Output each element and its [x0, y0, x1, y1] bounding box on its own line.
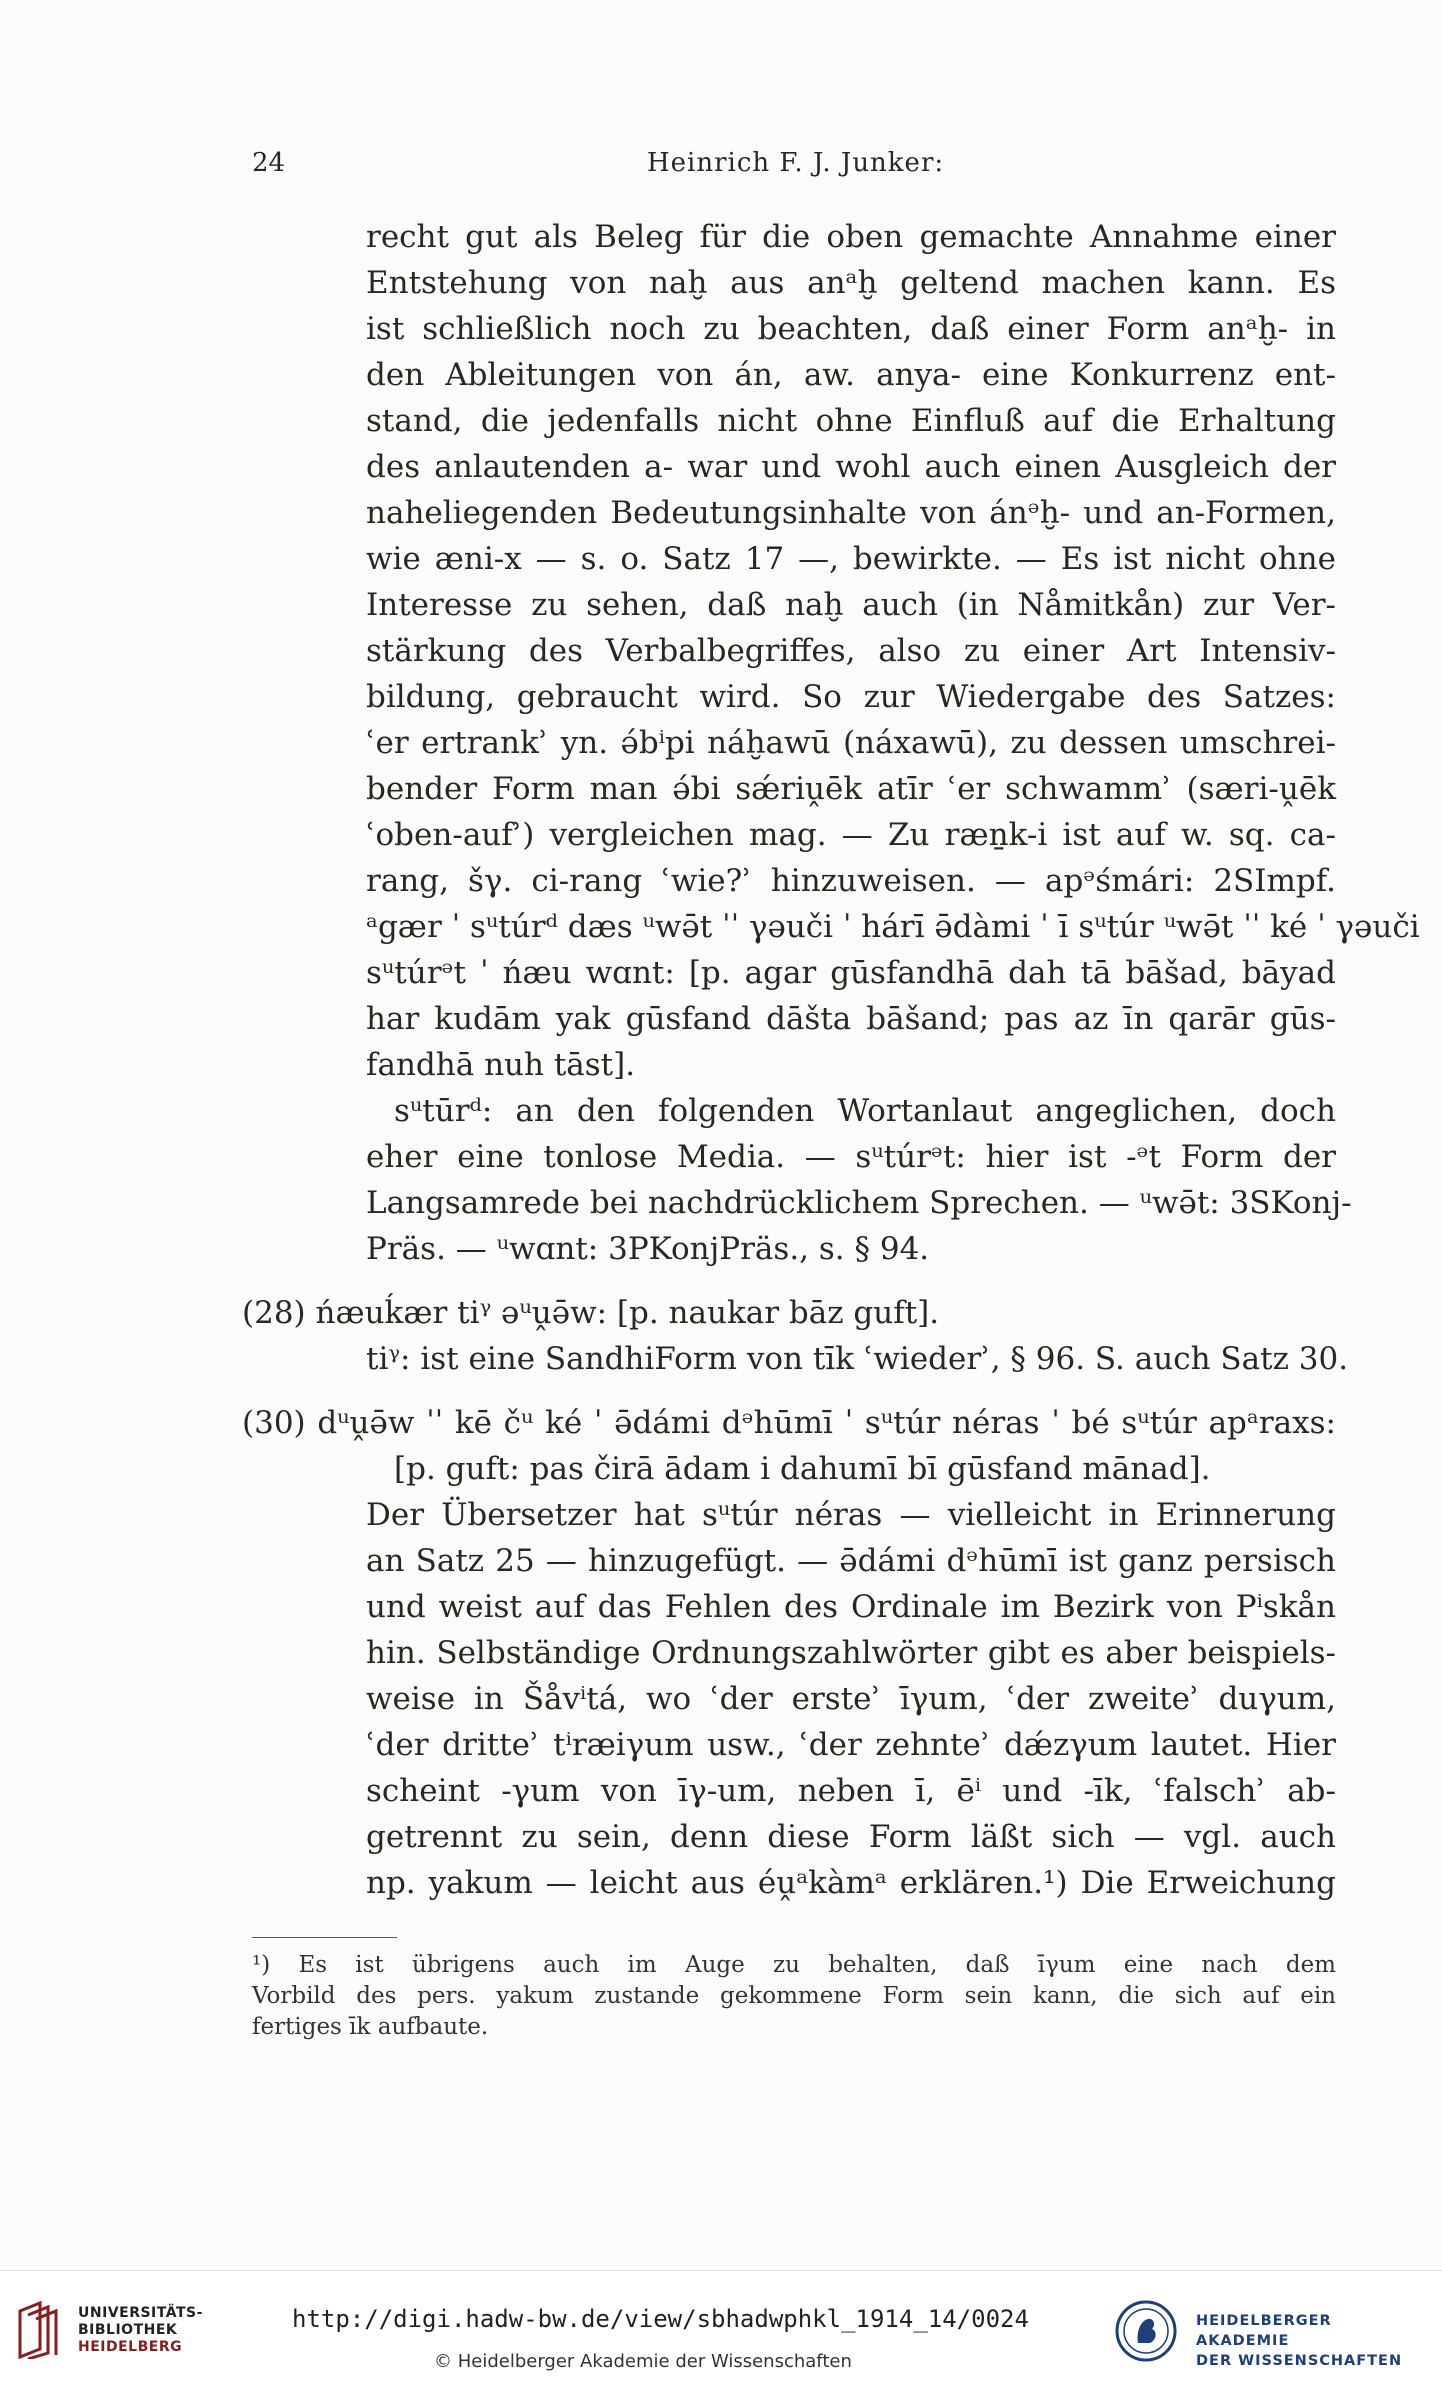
footnote-line: Vorbild des pers. yakum zustande gekommene Form sein kann, die sich auf ein — [252, 1983, 1336, 2009]
text-line: getrennt zu sein, denn diese Form läßt sich — vgl. auch — [366, 1819, 1336, 1855]
text-line: weise in Šåvⁱtá, wo ʿder ersteʾ īγum, ʿder zweiteʾ duγum, — [366, 1681, 1336, 1717]
footnote-line: ¹) Es ist übrigens auch im Auge zu behalten, daß īγum eine nach dem — [252, 1952, 1336, 1978]
library-name-line: UNIVERSITÄTS- — [78, 2305, 203, 2321]
text-line: ʿoben-aufʾ) vergleichen mag. — Zu ræṉk-i ist auf w. sq. ca- — [366, 817, 1336, 853]
main-text — [242, 214, 1420, 1906]
text-line: [p. guft: pas čirā ādam i dahumī bī gūsfand mānad]. — [394, 1451, 1211, 1487]
text-line: sᵘtúrᵊt ˈ ńæu wɑnt: [p. agar gūsfandhā dah tā bāšad, bāyad — [366, 955, 1336, 991]
running-title: Heinrich F. J. Junker: — [647, 148, 945, 178]
text-line: den Ableitungen von án, aw. anya- eine Konkurrenz ent- — [366, 357, 1336, 393]
permalink-url[interactable]: http://digi.hadw-bw.de/view/sbhadwphkl_1914_14/0024 — [292, 2305, 1029, 2333]
text-line: wie æni-x — s. o. Satz 17 —, bewirkte. — Es ist nicht ohne — [366, 541, 1336, 577]
library-name-line: HEIDELBERG — [78, 2339, 183, 2355]
text-line: ist schließlich noch zu beachten, daß einer Form anᵃḫ- in — [366, 311, 1336, 347]
text-line: tiᵞ: ist eine SandhiForm von tīk ʿwiederʾ, § 96. S. auch Satz 30. — [366, 1341, 1349, 1377]
text-line: eher eine tonlose Media. — sᵘtúrᵊt: hier ist -ᵊt Form der — [366, 1139, 1336, 1175]
text-line: des anlautenden a- war und wohl auch einen Ausgleich der — [366, 449, 1336, 485]
text-line: Langsamrede bei nachdrücklichem Sprechen. — ᵘwə̄t: 3SKonj- — [366, 1185, 1352, 1221]
text-line: np. yakum — leicht aus éṷᵃkàmᵃ erklären.¹) Die Erweichung — [366, 1865, 1336, 1901]
text-line: scheint -γum von īγ-um, neben ī, ēⁱ und -īk, ʿfalschʾ ab- — [366, 1773, 1336, 1809]
text-line: ʿer ertrankʾ yn. ə́bⁱpi náḫawū (náxawū), zu dessen umschrei- — [366, 725, 1336, 761]
text-line: Der Übersetzer hat sᵘtúr néras — vielleicht in Erinnerung — [366, 1497, 1336, 1533]
text-line: stand, die jedenfalls nicht ohne Einfluß auf die Erhaltung — [366, 403, 1336, 439]
text-line: bildung, gebraucht wird. So zur Wiedergabe des Satzes: — [366, 679, 1336, 715]
text-line: und weist auf das Fehlen des Ordinale im Bezirk von Pⁱskån — [366, 1589, 1336, 1625]
text-line: (30) dᵘṷə̄w ˈˈ kē čᵘ ké ˈ ə̄dámi dᵊhūmī ˈ sᵘtúr néras ˈ bé sᵘtúr apᵃraxs: — [242, 1405, 1336, 1441]
academy-name-line: DER WISSENSCHAFTEN — [1196, 2353, 1403, 2369]
text-line: har kudām yak gūsfand dāšta bāšand; pas az īn qarār gūs- — [366, 1001, 1336, 1037]
library-name-line: BIBLIOTHEK — [78, 2322, 178, 2338]
text-line: bender Form man ə́bi sǽriṷēk atīr ʿer schwammʾ (særi-ṷēk — [366, 771, 1336, 807]
text-line: sᵘtūrᵈ: an den folgenden Wortanlaut angeglichen, doch — [394, 1093, 1336, 1129]
text-line: ᵃgær ˈ sᵘtúrᵈ dæs ᵘwə̄t ˈˈ γəuči ˈ hárī ə̄dàmi ˈ ī sᵘtúr ᵘwə̄t ˈˈ ké ˈ γəuči — [366, 909, 1420, 945]
running-header — [252, 148, 1337, 188]
text-line: ʿder dritteʾ tⁱræiγum usw., ʿder zehnteʾ dǽzγum lautet. Hier — [366, 1727, 1336, 1763]
academy-name — [1196, 2311, 1430, 2371]
footnote-separator — [252, 1937, 397, 1938]
text-line: hin. Selbständige Ordnungszahlwörter gibt es aber beispiels- — [366, 1635, 1336, 1671]
viewer-footer — [0, 2270, 1442, 2383]
page-number: 24 — [252, 148, 286, 178]
library-name — [78, 2305, 203, 2356]
footnote-line: fertiges īk aufbaute. — [252, 2014, 489, 2040]
academy-name-line: HEIDELBERGER AKADEMIE — [1196, 2313, 1332, 2349]
text-line: (28) ńæuḱær tiᵞ əᵘṷə̄w: [p. naukar bāz guft]. — [242, 1295, 940, 1331]
text-line: naheliegenden Bedeutungsinhalte von ánᵊḫ- und an-Formen, — [366, 495, 1336, 531]
text-line: an Satz 25 — hinzugefügt. — ə̄dámi dᵊhūmī ist ganz persisch — [366, 1543, 1336, 1579]
academy-logo[interactable] — [1114, 2299, 1430, 2369]
text-line: fandhā nuh tāst]. — [366, 1047, 636, 1083]
text-line: Interesse zu sehen, daß naḫ auch (in Nåmitkån) zur Ver- — [366, 587, 1336, 623]
text-line: Entstehung von naḫ aus anᵃḫ geltend machen kann. Es — [366, 265, 1336, 301]
copyright-notice: © Heidelberger Akademie der Wissenschaften — [434, 2351, 852, 2372]
library-logo-icon — [14, 2301, 64, 2359]
academy-seal-icon — [1114, 2299, 1178, 2363]
text-line: stärkung des Verbalbegriffes, also zu einer Art Intensiv- — [366, 633, 1336, 669]
text-line: rang, šγ. ci-rang ʿwie?ʾ hinzuweisen. — apᵊśmári: 2SImpf. — [366, 863, 1336, 899]
text-line: recht gut als Beleg für die oben gemachte Annahme einer — [366, 219, 1336, 255]
university-library-logo[interactable] — [14, 2301, 203, 2361]
footnotes — [252, 1950, 1336, 2043]
text-line: Präs. — ᵘwɑnt: 3PKonjPräs., s. § 94. — [366, 1231, 930, 1267]
